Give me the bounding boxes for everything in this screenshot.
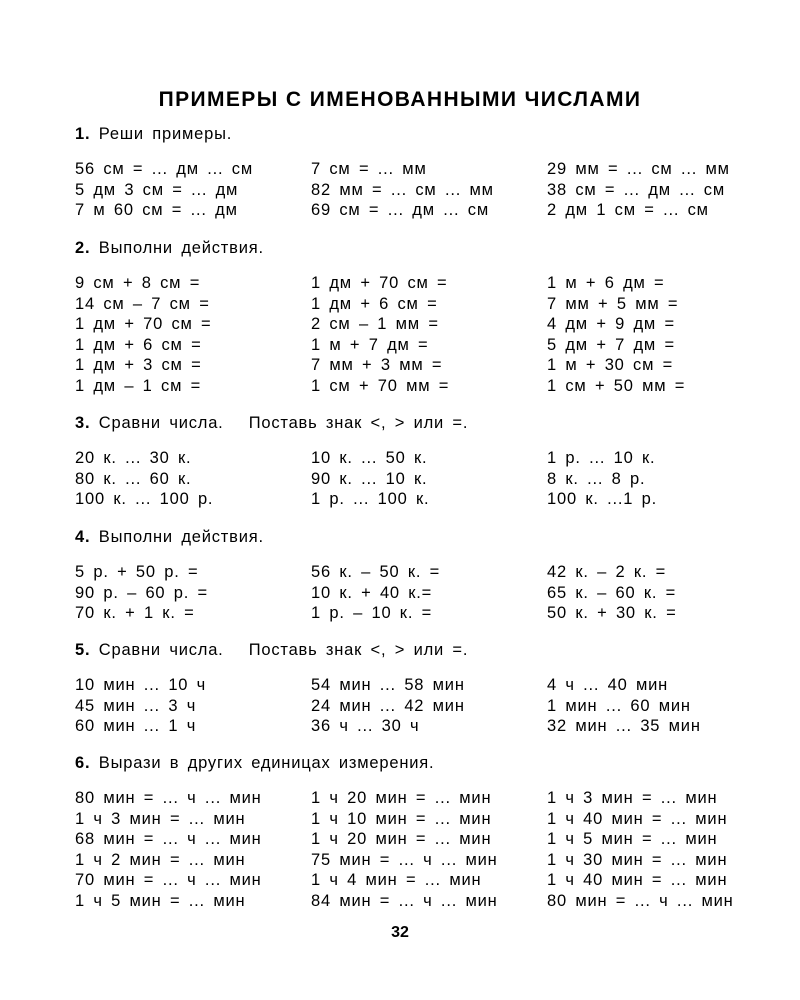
exercise-item: 5 дм 3 см = ... дм bbox=[75, 180, 239, 199]
exercise-item: 1 р. ... 100 к. bbox=[311, 490, 430, 509]
task-heading bbox=[75, 753, 755, 773]
exercise-column bbox=[75, 448, 213, 510]
task-instruction: Выполни действия. bbox=[98, 239, 264, 257]
task-1 bbox=[75, 124, 755, 221]
task-heading bbox=[75, 238, 755, 258]
exercise-item: 8 к. ... 8 р. bbox=[547, 469, 646, 488]
exercise-item: 32 мин ... 35 мин bbox=[547, 717, 701, 736]
exercise-column bbox=[547, 159, 730, 221]
task-instruction: Выполни действия. bbox=[98, 528, 264, 546]
exercise-item: 1 ч 2 мин = ... мин bbox=[75, 850, 246, 869]
task-instruction: Вырази в других единицах измерения. bbox=[98, 754, 435, 772]
exercise-item: 68 мин = ... ч ... мин bbox=[75, 830, 262, 849]
exercise-columns bbox=[75, 562, 755, 624]
exercise-item: 7 см = ... мм bbox=[311, 160, 427, 178]
exercise-item: 5 р. + 50 р. = bbox=[75, 563, 199, 581]
exercise-item: 1 р. ... 10 к. bbox=[547, 449, 656, 467]
task-number: 4. bbox=[75, 528, 91, 546]
exercise-item: 1 см + 70 мм = bbox=[311, 376, 450, 395]
exercise-item: 82 мм = ... см ... мм bbox=[311, 180, 494, 199]
exercise-item: 24 мин ... 42 мин bbox=[311, 696, 465, 715]
exercise-item: 1 м + 7 дм = bbox=[311, 335, 429, 354]
exercise-item: 1 дм + 70 см = bbox=[311, 274, 448, 292]
exercise-item: 1 ч 5 мин = ... мин bbox=[75, 891, 246, 910]
exercise-column bbox=[75, 788, 262, 912]
exercise-item: 1 ч 40 мин = ... мин bbox=[547, 809, 728, 828]
exercise-columns bbox=[75, 675, 755, 737]
exercise-column bbox=[311, 159, 494, 221]
exercise-item: 1 ч 40 мин = ... мин bbox=[547, 871, 728, 890]
exercise-item: 4 ч ... 40 мин bbox=[547, 676, 669, 694]
exercise-item: 4 дм + 9 дм = bbox=[547, 315, 675, 334]
exercise-item: 60 мин ... 1 ч bbox=[75, 717, 197, 736]
page-title: ПРИМЕРЫ С ИМЕНОВАННЫМИ ЧИСЛАМИ bbox=[158, 88, 642, 111]
exercise-item: 80 мин = ... ч ... мин bbox=[547, 891, 734, 910]
task-number: 5. bbox=[75, 641, 91, 659]
exercise-item: 1 ч 30 мин = ... мин bbox=[547, 850, 728, 869]
exercise-item: 54 мин ... 58 мин bbox=[311, 676, 465, 694]
page-number: 32 bbox=[391, 924, 409, 941]
exercise-item: 1 дм + 6 см = bbox=[75, 335, 202, 354]
exercise-item: 10 к. ... 50 к. bbox=[311, 449, 428, 467]
task-2 bbox=[75, 238, 755, 397]
exercise-column bbox=[311, 675, 465, 737]
exercise-item: 90 к. ... 10 к. bbox=[311, 469, 428, 488]
exercise-item: 20 к. ... 30 к. bbox=[75, 449, 192, 467]
exercise-item: 80 к. ... 60 к. bbox=[75, 469, 192, 488]
exercise-column bbox=[311, 788, 498, 912]
exercise-item: 42 к. – 2 к. = bbox=[547, 563, 667, 581]
exercise-item: 10 к. + 40 к.= bbox=[311, 583, 433, 602]
exercise-item: 90 р. – 60 р. = bbox=[75, 583, 208, 602]
task-5 bbox=[75, 640, 755, 737]
exercise-item: 1 ч 3 мин = ... мин bbox=[75, 809, 246, 828]
exercise-column bbox=[547, 788, 734, 912]
exercise-columns bbox=[75, 273, 755, 397]
exercise-item: 1 м + 6 дм = bbox=[547, 274, 665, 292]
exercise-item: 7 мм + 3 мм = bbox=[311, 356, 443, 375]
exercise-item: 75 мин = ... ч ... мин bbox=[311, 850, 498, 869]
exercise-item: 1 ч 5 мин = ... мин bbox=[547, 830, 718, 849]
exercise-column bbox=[547, 273, 685, 397]
exercise-item: 1 дм + 6 см = bbox=[311, 294, 438, 313]
exercise-item: 38 см = ... дм ... см bbox=[547, 180, 725, 199]
exercise-item: 14 см – 7 см = bbox=[75, 294, 210, 313]
exercise-item: 1 дм + 3 см = bbox=[75, 356, 202, 375]
exercise-item: 7 м 60 см = ... дм bbox=[75, 201, 238, 220]
exercise-item: 65 к. – 60 к. = bbox=[547, 583, 677, 602]
exercise-item: 84 мин = ... ч ... мин bbox=[311, 891, 498, 910]
exercise-columns bbox=[75, 788, 755, 912]
task-heading bbox=[75, 124, 755, 144]
exercise-item: 1 дм – 1 см = bbox=[75, 376, 202, 395]
exercise-item: 100 к. ... 100 р. bbox=[75, 490, 214, 509]
exercise-item: 50 к. + 30 к. = bbox=[547, 604, 677, 623]
exercise-item: 1 мин ... 60 мин bbox=[547, 696, 691, 715]
task-number: 6. bbox=[75, 754, 91, 772]
exercise-column bbox=[75, 675, 206, 737]
exercise-column bbox=[311, 562, 440, 624]
exercise-column bbox=[75, 159, 253, 221]
exercise-item: 70 мин = ... ч ... мин bbox=[75, 871, 262, 890]
exercise-item: 1 ч 10 мин = ... мин bbox=[311, 809, 492, 828]
exercise-column bbox=[75, 273, 212, 397]
exercise-item: 1 дм + 70 см = bbox=[75, 315, 212, 334]
exercise-item: 5 дм + 7 дм = bbox=[547, 335, 675, 354]
task-3 bbox=[75, 413, 755, 510]
task-6 bbox=[75, 753, 755, 912]
exercise-column bbox=[75, 562, 208, 624]
exercise-item: 2 см – 1 мм = bbox=[311, 315, 439, 334]
task-instruction: Сравни числа. Поставь знак <, > или =. bbox=[98, 414, 469, 432]
exercise-item: 1 м + 30 см = bbox=[547, 356, 674, 375]
exercise-item: 1 ч 4 мин = ... мин bbox=[311, 871, 482, 890]
task-instruction: Реши примеры. bbox=[98, 125, 233, 143]
exercise-item: 10 мин ... 10 ч bbox=[75, 676, 207, 694]
exercise-item: 45 мин ... 3 ч bbox=[75, 696, 197, 715]
task-heading bbox=[75, 527, 755, 547]
exercise-item: 70 к. + 1 к. = bbox=[75, 604, 195, 623]
exercise-column bbox=[311, 448, 429, 510]
exercise-column bbox=[547, 675, 701, 737]
exercise-columns bbox=[75, 448, 755, 510]
exercise-column bbox=[547, 448, 657, 510]
exercise-item: 1 ч 20 мин = ... мин bbox=[311, 830, 492, 849]
exercise-item: 9 см + 8 см = bbox=[75, 274, 201, 292]
task-heading bbox=[75, 640, 755, 660]
task-number: 1. bbox=[75, 125, 91, 143]
exercise-columns bbox=[75, 159, 755, 221]
exercise-item: 1 ч 20 мин = ... мин bbox=[311, 789, 492, 807]
exercise-column bbox=[547, 562, 677, 624]
exercise-item: 1 ч 3 мин = ... мин bbox=[547, 789, 718, 807]
exercise-column bbox=[311, 273, 449, 397]
task-number: 2. bbox=[75, 239, 91, 257]
exercise-item: 2 дм 1 см = ... см bbox=[547, 201, 709, 220]
exercise-item: 29 мм = ... см ... мм bbox=[547, 160, 730, 178]
exercise-item: 69 см = ... дм ... см bbox=[311, 201, 489, 220]
exercise-item: 7 мм + 5 мм = bbox=[547, 294, 679, 313]
task-heading bbox=[75, 413, 755, 433]
exercise-item: 1 р. – 10 к. = bbox=[311, 604, 433, 623]
exercise-item: 56 см = ... дм ... см bbox=[75, 160, 253, 178]
task-number: 3. bbox=[75, 414, 91, 432]
exercise-item: 1 см + 50 мм = bbox=[547, 376, 686, 395]
exercise-item: 80 мин = ... ч ... мин bbox=[75, 789, 262, 807]
exercise-item: 100 к. ...1 р. bbox=[547, 490, 657, 509]
exercise-item: 56 к. – 50 к. = bbox=[311, 563, 441, 581]
task-4 bbox=[75, 527, 755, 624]
task-instruction: Сравни числа. Поставь знак <, > или =. bbox=[98, 641, 469, 659]
exercise-item: 36 ч ... 30 ч bbox=[311, 717, 420, 736]
